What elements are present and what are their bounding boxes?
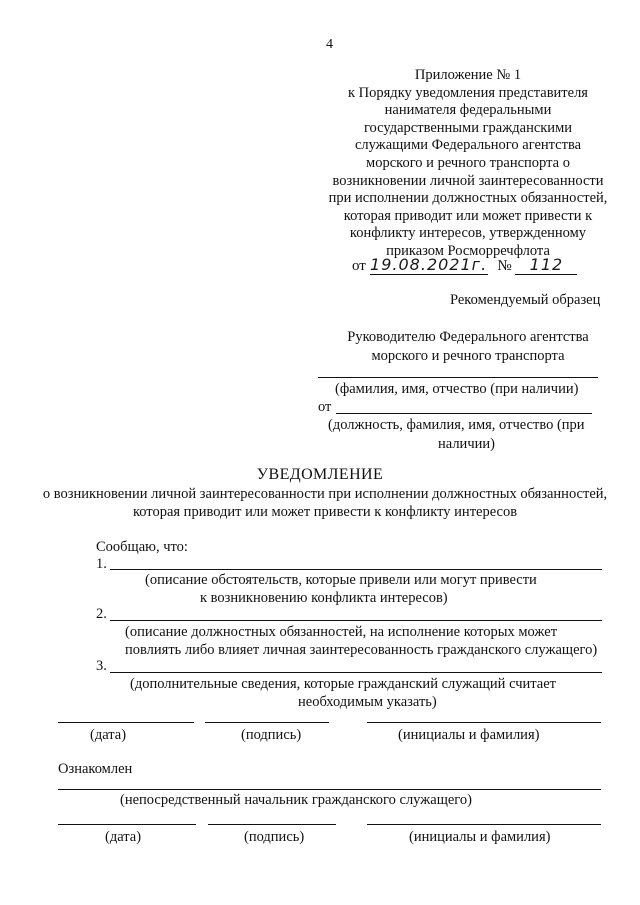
addressee-name-line[interactable] [318, 377, 598, 378]
item-number: 1. [96, 556, 107, 572]
order-number-handwritten: 112 [515, 256, 577, 275]
signature-line[interactable] [208, 824, 336, 825]
item-3-line[interactable] [110, 672, 602, 673]
item-number: 3. [96, 658, 107, 674]
item-3-caption-line2: необходимым указать) [298, 694, 437, 710]
from-caption-line2: наличии) [438, 436, 495, 452]
number-prefix: № [497, 258, 512, 274]
page-number: 4 [326, 37, 333, 52]
date-line[interactable] [58, 722, 194, 723]
annex-line: морского и речного транспорта о [366, 154, 570, 171]
addressee-name-caption: (фамилия, имя, отчество (при наличии) [335, 381, 579, 397]
date-prefix: от [352, 258, 366, 274]
addressee-block [318, 328, 618, 366]
from-line[interactable] [336, 413, 592, 414]
item-2-line[interactable] [110, 620, 602, 621]
date-line[interactable] [58, 824, 196, 825]
annex-line: приказом Росморречфлота [386, 242, 550, 259]
annex-line: нанимателя федеральными [384, 102, 552, 119]
item-1-line[interactable] [110, 569, 602, 570]
acknowledged-label: Ознакомлен [58, 761, 133, 777]
item-1-caption-line2: к возникновению конфликта интересов) [200, 590, 448, 606]
intro-text: Сообщаю, что: [96, 539, 188, 555]
annex-line: которая приводит или может привести к [343, 207, 593, 224]
date-caption: (дата) [90, 727, 127, 743]
item-2-caption-line1: (описание должностных обязанностей, на исполнение которых может [125, 624, 558, 640]
addressee-line: морского и речного транспорта [371, 348, 565, 364]
supervisor-line[interactable] [58, 789, 601, 790]
item-3-caption-line1: (дополнительные сведения, которые гражданский служащий считает [130, 676, 556, 692]
recommended-sample-label: Рекомендуемый образец [450, 292, 601, 308]
order-date-handwritten: 19.08.2021г. [370, 255, 488, 274]
annex-line: конфликту интересов, утвержденному [349, 225, 587, 242]
annex-line: возникновении личной заинтересованности [332, 172, 604, 189]
order-date-number [352, 256, 577, 275]
signature-line[interactable] [205, 722, 329, 723]
addressee-line: Руководителю Федерального агентства [347, 329, 589, 345]
annex-line: Приложение № 1 [414, 67, 522, 83]
date-caption: (дата) [105, 829, 142, 845]
initials-caption: (инициалы и фамилия) [409, 829, 551, 845]
signature-caption: (подпись) [241, 727, 302, 743]
annex-header [318, 67, 618, 261]
document-subtitle: о возникновении личной заинтересованности при исполнении должностных обязанностей, которая приводит или может привести к конфликту интересов [42, 486, 608, 520]
supervisor-caption: (непосредственный начальник гражданского служащего) [120, 792, 472, 808]
initials-line[interactable] [367, 722, 601, 723]
document-title: УВЕДОМЛЕНИЕ [256, 466, 384, 483]
annex-line: государственными гражданскими [363, 119, 573, 136]
item-1-caption-line1: (описание обстоятельств, которые привели или могут привести [145, 572, 537, 588]
from-caption-line1: (должность, фамилия, имя, отчество (при [328, 417, 585, 433]
initials-line[interactable] [367, 824, 601, 825]
annex-line: служащими Федерального агентства [354, 137, 582, 154]
initials-caption: (инициалы и фамилия) [398, 727, 540, 743]
annex-line: к Порядку уведомления представителя [348, 84, 588, 101]
item-2-caption-line2: повлиять либо влияет личная заинтересованность гражданского служащего) [125, 642, 598, 658]
annex-line: при исполнении должностных обязанностей, [328, 190, 608, 207]
item-number: 2. [96, 606, 107, 622]
from-prefix: от [318, 399, 332, 415]
signature-caption: (подпись) [244, 829, 305, 845]
